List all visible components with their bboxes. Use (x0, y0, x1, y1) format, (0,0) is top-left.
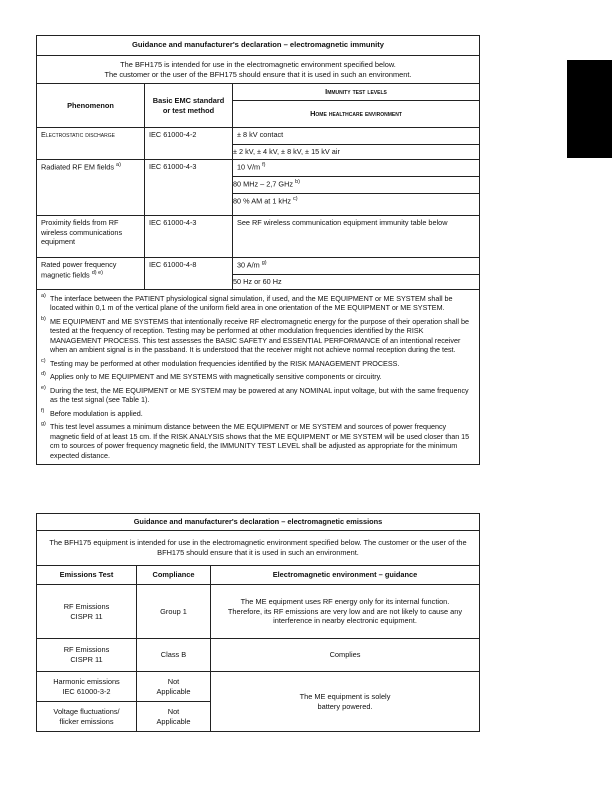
footnote-ref: c) (293, 196, 298, 203)
table-row (37, 585, 480, 639)
level-value: 30 A/m (237, 260, 260, 270)
standard-cell: IEC 61000-4-8 (145, 258, 233, 290)
footnote-mark: c) (41, 357, 46, 364)
footnote-text: ME EQUIPMENT and ME SYSTEMS that intentionally receive RF electromagnetic energy for the purpose of their operation shall be tested at the frequency of reception. Testing may be performed at other modulation frequencies identified by the RISK MANAGEMENT PROCESS. This test assesses the BASIC SAFETY and ESSENTIAL PERFORMANCE of an intentional receiver when an ambient signal is in the passband. It is understood that the receiver might not achieve normal reception during the test. (50, 316, 469, 355)
footnote (41, 372, 475, 382)
footnote (41, 409, 475, 419)
header-standard: Basic EMC standard or test method (145, 84, 233, 128)
emissions-table (36, 513, 480, 732)
emission-standard: IEC 61000-3-2 (62, 686, 111, 696)
table-row (37, 128, 480, 160)
emission-standard: CISPR 11 (70, 655, 103, 664)
compliance-value: Applicable (156, 716, 191, 726)
phenomenon-cell: Proximity fields from RF wireless communications equipment (37, 216, 145, 258)
header-guidance: Electromagnetic environment – guidance (211, 566, 480, 585)
phenomenon-cell: Radiated RF EM fields (41, 162, 114, 172)
emission-test: RF Emissions (63, 601, 110, 611)
emission-test: Harmonic emissions (53, 676, 120, 686)
emission-test: RF Emissions (63, 645, 110, 655)
level-value: 50 Hz or 60 Hz (233, 274, 479, 289)
table-row (37, 672, 480, 702)
footnote-text: Before modulation is applied. (50, 408, 143, 418)
footnote-mark: f) (41, 407, 45, 414)
footnote (41, 422, 475, 460)
header-phenomenon: Phenomenon (37, 84, 145, 128)
standard-cell: IEC 61000-4-2 (145, 128, 233, 160)
level-value: 80 MHz – 2,7 GHz (233, 179, 294, 189)
emission-standard: CISPR 11 (70, 611, 103, 621)
footnote-ref: d) e) (91, 269, 104, 276)
table-row (37, 160, 480, 216)
immunity-intro-line1: The BFH175 is intended for use in the electromagnetic environment specified below. (120, 59, 396, 69)
table-row (37, 216, 480, 258)
emissions-title: Guidance and manufacturer's declaration – electromagnetic emissions (37, 514, 480, 531)
footnote (41, 294, 475, 313)
footnote-mark: e) (41, 384, 46, 391)
table-row (37, 639, 480, 672)
standard-cell: IEC 61000-4-3 (145, 160, 233, 216)
level-value: ± 8 kV contact (237, 130, 284, 139)
footnote (41, 317, 475, 355)
immunity-intro-line2: The customer or the user of the BFH175 should ensure that it is used in such an environment. (104, 69, 412, 79)
compliance-value: Group 1 (137, 585, 211, 639)
footnote-ref: a) (116, 162, 121, 168)
emission-standard: flicker emissions (59, 716, 114, 726)
footnote-ref: b) (295, 179, 300, 186)
phenomenon-cell: Rated power frequency magnetic fields (41, 260, 117, 280)
footnote-text: During the test, the ME EQUIPMENT or ME SYSTEM may be powered at any NOMINAL input voltage, but with the same frequency as the test signal (see Table 1). (50, 385, 469, 405)
header-compliance: Compliance (137, 566, 211, 585)
level-value: See RF wireless communication equipment immunity table below (233, 216, 480, 258)
standard-cell: IEC 61000-4-3 (145, 216, 233, 258)
emission-test: Voltage fluctuations/ (53, 706, 120, 716)
header-home-healthcare: Home healthcare environment (233, 101, 480, 128)
phenomenon-cell: Electrostatic discharge (41, 130, 115, 139)
table-row (37, 258, 480, 290)
immunity-intro (37, 56, 480, 84)
footnote-ref: f) (262, 162, 266, 168)
footnote-mark: a) (41, 292, 46, 299)
guidance-text: The ME equipment is solely battery powered. (211, 672, 480, 732)
level-value: 80 % AM at 1 kHz (233, 196, 291, 206)
header-test-levels: Immunity test levels (233, 84, 480, 101)
level-value: ± 2 kV, ± 4 kV, ± 8 kV, ± 15 kV air (233, 144, 479, 159)
footnote-text: Applies only to ME EQUIPMENT and ME SYSTEMS with magnetically sensitive components or circuitry. (50, 372, 382, 382)
guidance-text: Complies (211, 639, 480, 672)
compliance-value: Not (167, 676, 180, 686)
footnote (41, 359, 475, 369)
footnote-mark: b) (41, 315, 46, 322)
header-emissions-test: Emissions Test (37, 566, 137, 585)
footnote (41, 386, 475, 405)
emissions-intro: The BFH175 equipment is intended for use in the electromagnetic environment specified below. The customer or the user of the BFH175 should ensure that it is used in such an environment. (37, 531, 480, 566)
footnotes (37, 289, 480, 465)
footnote-text: This test level assumes a minimum distance between the ME EQUIPMENT or ME SYSTEM and sources of power frequency magnetic field of at least 15 cm. If the RISK ANALYSIS shows that the ME EQUIPMENT or ME SYSTEM will be used closer than 15 cm to sources of power frequency magnetic field, the IMMUNITY TEST LEVEL shall be adjusted as appropriate for the minimum expected distance. (50, 422, 470, 460)
footnote-text: The interface between the PATIENT physiological signal simulation, if used, and the ME EQUIPMENT or ME SYSTEM shall be located within 0,1 m of the vertical plane of the uniform field area in one orientation of the ME EQUIPMENT or ME SYSTEM. (50, 293, 453, 313)
immunity-table (36, 35, 480, 465)
immunity-title: Guidance and manufacturer's declaration – electromagnetic immunity (37, 36, 480, 56)
footnote-text: Testing may be performed at other modulation frequencies identified by the RISK MANAGEMENT PROCESS. (50, 358, 400, 368)
footnote-mark: g) (41, 421, 46, 428)
level-value: 10 V/m (237, 162, 261, 172)
guidance-text: The ME equipment uses RF energy only for its internal function. Therefore, its RF emissions are very low and are not likely to cause any interference in nearby electronic equipment. (211, 585, 480, 639)
footnote-mark: d) (41, 371, 46, 378)
footnote-ref: g) (261, 260, 267, 266)
compliance-value: Not (167, 706, 180, 716)
section-tab-marker (567, 60, 612, 158)
compliance-value: Applicable (156, 686, 191, 696)
compliance-value: Class B (137, 639, 211, 672)
